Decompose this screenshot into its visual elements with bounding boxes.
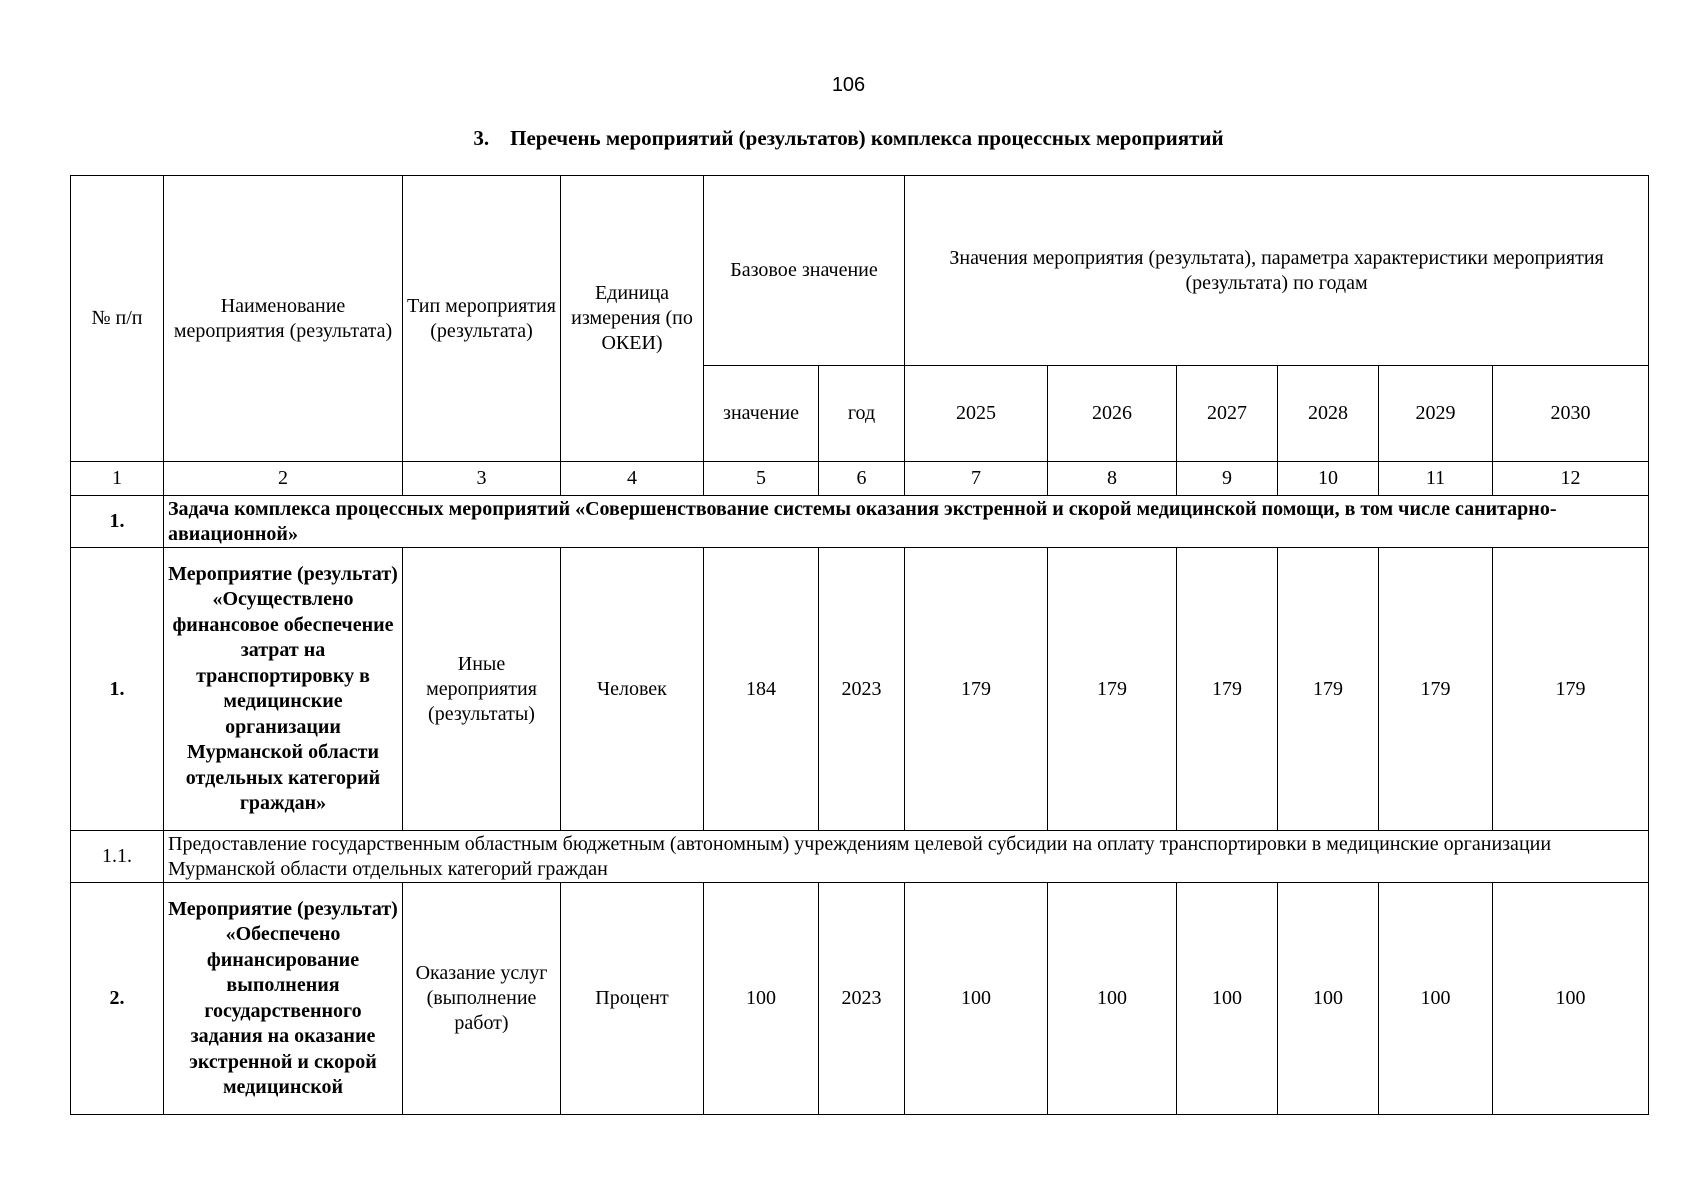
column-number: 12 xyxy=(1493,462,1649,496)
row-base-value: 184 xyxy=(704,548,819,831)
header-unit: Единица измерения (по ОКЕИ) xyxy=(561,176,704,462)
row-value-2028: 100 xyxy=(1278,883,1379,1115)
header-year-2026: 2026 xyxy=(1048,366,1177,462)
column-numbers-row xyxy=(71,462,1649,496)
column-number: 8 xyxy=(1048,462,1177,496)
header-values-by-year: Значения мероприятия (результата), параметра характеристики мероприятия (результата) по годам xyxy=(905,176,1649,366)
task-text: Задача комплекса процессных мероприятий «Совершенствование системы оказания экстренной и скорой медицинской помощи, в том числе санитарно-авиационной» xyxy=(164,496,1649,548)
header-type: Тип мероприятия (результата) xyxy=(403,176,561,462)
row-type: Иные мероприятия (результаты) xyxy=(403,548,561,831)
row-value-2030: 100 xyxy=(1493,883,1649,1115)
row-value-2025: 100 xyxy=(905,883,1048,1115)
row-type: Оказание услуг (выполнение работ) xyxy=(403,883,561,1115)
row-value-2026: 179 xyxy=(1048,548,1177,831)
column-number: 9 xyxy=(1177,462,1278,496)
measures-table xyxy=(70,175,1649,1115)
header-name: Наименование мероприятия (результата) xyxy=(164,176,403,462)
section-title: 3. Перечень мероприятий (результатов) комплекса процессных мероприятий xyxy=(473,126,1224,150)
header-base-year: год xyxy=(819,366,905,462)
row-value-2027: 100 xyxy=(1177,883,1278,1115)
page-number: 106 xyxy=(831,74,866,96)
row-unit: Человек xyxy=(561,548,704,831)
table-row xyxy=(71,883,1649,1115)
header-year-2028: 2028 xyxy=(1278,366,1379,462)
header-row-top xyxy=(71,176,1649,366)
column-number: 10 xyxy=(1278,462,1379,496)
row-value-2026: 100 xyxy=(1048,883,1177,1115)
row-unit: Процент xyxy=(561,883,704,1115)
column-number: 5 xyxy=(704,462,819,496)
row-num: 2. xyxy=(71,883,164,1115)
row-name: Мероприятие (результат) «Обеспечено финансирование выполнения государственного задания на оказание экстренной и скорой медицинской xyxy=(164,883,403,1115)
row-value-2030: 179 xyxy=(1493,548,1649,831)
subitem-num: 1.1. xyxy=(71,831,164,883)
row-value-2028: 179 xyxy=(1278,548,1379,831)
header-year-2029: 2029 xyxy=(1379,366,1493,462)
row-num: 1. xyxy=(71,548,164,831)
row-name: Мероприятие (результат) «Осуществлено финансовое обеспечение затрат на транспортировку в медицинские организации Мурманской области отдельных категорий граждан» xyxy=(164,548,403,831)
row-value-2029: 100 xyxy=(1379,883,1493,1115)
header-base: Базовое значение xyxy=(704,176,905,366)
header-base-value: значение xyxy=(704,366,819,462)
row-value-2025: 179 xyxy=(905,548,1048,831)
column-number: 2 xyxy=(164,462,403,496)
task-num: 1. xyxy=(71,496,164,548)
column-number: 7 xyxy=(905,462,1048,496)
table-row xyxy=(71,548,1649,831)
column-number: 4 xyxy=(561,462,704,496)
row-base-year: 2023 xyxy=(819,548,905,831)
row-value-2027: 179 xyxy=(1177,548,1278,831)
row-base-year: 2023 xyxy=(819,883,905,1115)
header-year-2027: 2027 xyxy=(1177,366,1278,462)
header-num: № п/п xyxy=(71,176,164,462)
subitem-row xyxy=(71,831,1649,883)
row-value-2029: 179 xyxy=(1379,548,1493,831)
header-year-2025: 2025 xyxy=(905,366,1048,462)
task-row xyxy=(71,496,1649,548)
row-base-value: 100 xyxy=(704,883,819,1115)
column-number: 3 xyxy=(403,462,561,496)
header-year-2030: 2030 xyxy=(1493,366,1649,462)
subitem-text: Предоставление государственным областным бюджетным (автономным) учреждениям целевой субсидии на оплату транспортировки в медицинские организации Мурманской области отдельных категорий граждан xyxy=(164,831,1649,883)
column-number: 1 xyxy=(71,462,164,496)
column-number: 6 xyxy=(819,462,905,496)
column-number: 11 xyxy=(1379,462,1493,496)
